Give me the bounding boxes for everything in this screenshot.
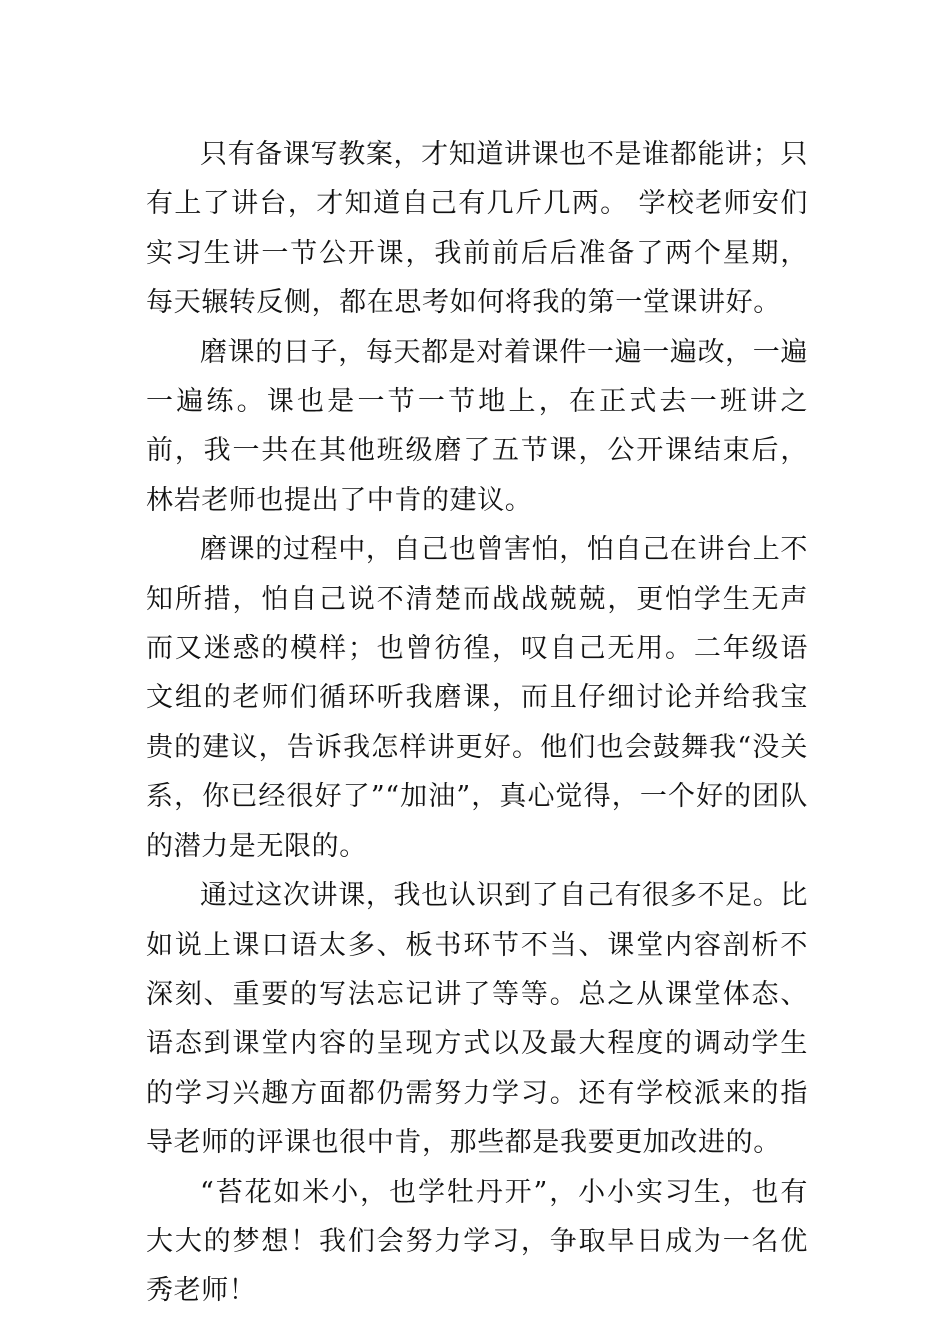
paragraph-2: 磨课的日子，每天都是对着课件一遍一遍改，一遍一遍练。课也是一节一节地上，在正式去一班讲之前，我一共在其他班级磨了五节课，公开课结束后，林岩老师也提出了中肯的建议。 [146, 336, 808, 516]
paragraph-5: “苔花如米小，也学牡丹开”，小小实习生，也有大大的梦想！我们会努力学习，争取早日成为一名优秀老师！ [146, 1176, 808, 1307]
paragraph-3: 磨课的过程中，自己也曾害怕，怕自己在讲台上不知所措，怕自己说不清楚而战战兢兢，更怕学生无声而又迷惑的模样；也曾彷徨，叹自己无用。二年级语文组的老师们循环听我磨课，而且仔细讨论并给我宝贵的建议，告诉我怎样讲更好。他们也会鼓舞我“没关系，你已经很好了”“加油”，真心觉得，一个好的团队的潜力是无限的。 [146, 534, 808, 862]
paragraph-4: 通过这次讲课，我也认识到了自己有很多不足。比如说上课口语太多、板书环节不当、课堂内容剖析不深刻、重要的写法忘记讲了等等。总之从课堂体态、语态到课堂内容的呈现方式以及最大程度的调动学生的学习兴趣方面都仍需努力学习。还有学校派来的指导老师的评课也很中肯，那些都是我要更加改进的。 [146, 880, 808, 1159]
paragraph-1: 只有备课写教案，才知道讲课也不是谁都能讲；只有上了讲台，才知道自己有几斤几两。 学校老师安们实习生讲一节公开课，我前前后后准备了两个星期，每天辗转反侧，都在思考如何将我的第一堂课讲好。 [146, 139, 808, 319]
document-body [146, 130, 808, 1316]
